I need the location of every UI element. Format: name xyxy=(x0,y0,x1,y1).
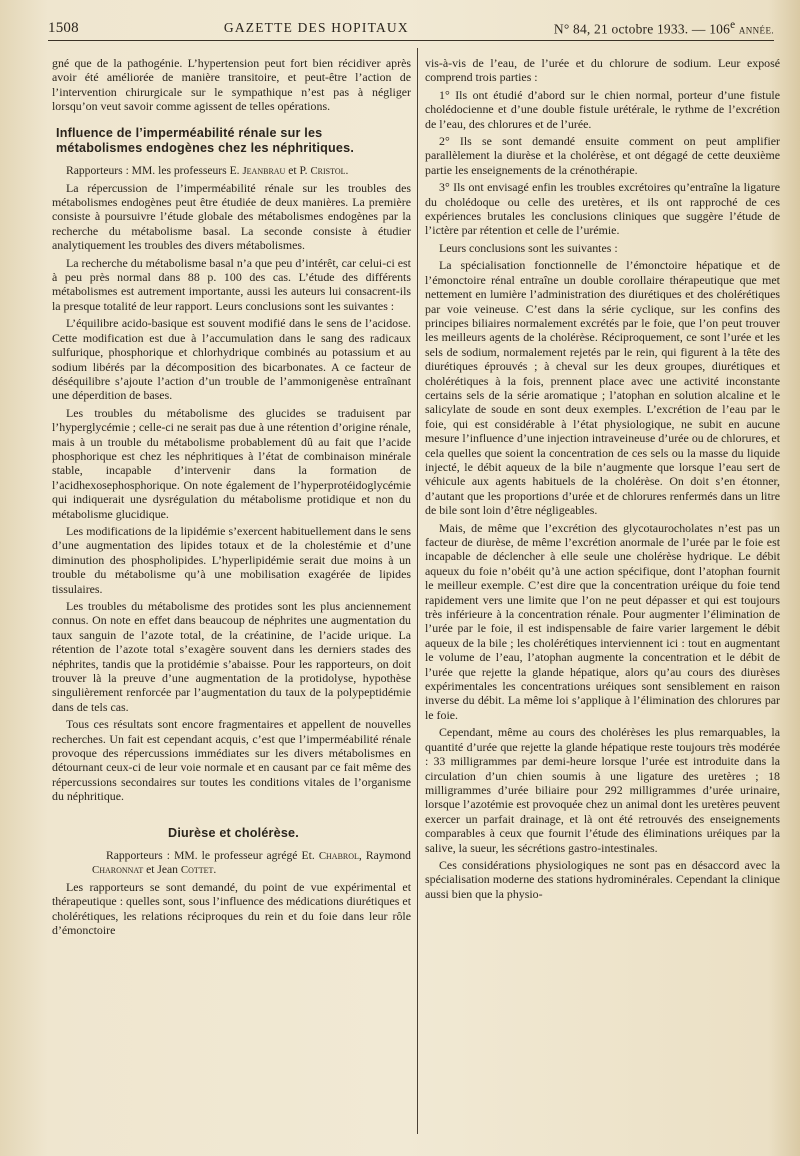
section-title-impermeabilite: Influence de l’imperméabilité rénale sur les métabolismes endogènes chez les néphritiques. xyxy=(56,125,355,155)
right-column xyxy=(425,56,780,904)
rapporteurs-section-2: Rapporteurs : MM. le professeur agrégé Et. Chabrol, Raymond Charonnat et Jean Cottet. xyxy=(92,848,411,876)
paragraph: Ces considérations physiologiques ne sont pas en désaccord avec la spécialisation moderne des stations hydrominérales. Cependant la clinique aussi bien que la physio- xyxy=(425,857,780,901)
paragraph: La spécialisation fonctionnelle de l’émonctoire hépatique et de l’émonctoire rénal entraîne un double corollaire thérapeutique que met nettement en lumière l’administration des diurétiques et des cholérétiques par voie veineuse. C’est dans la série cyclique, sur les confins des principes biliaires normalement excrétés par le foie, que l’on peut trouver les meilleurs agents de la cholérèse. Réciproquement, ce sont l’urée et les sels de sodium, normalement rejetés par le rein, qui figurent à la tête des diurétiques éprouvés ; à cheval sur les deux groupes, diurétiques et cholérétiques à la fois, prennent place avec une activité inconstante certains sels de la série aromatique ; l’atophan en solution alcaline et le salicylate de soude en sont deux exemples. L’excrétion de l’eau par le foie, qui est considérable à l’état physiologique, ne subit en aucune mesure l’influence d’une injection intraveineuse d’urée ou de chlorures, et cela quelles que soient la concentration de ces sels ou la masse du liquide injecté, le débit aqueux de la bile n’augmente que lorsque l’eau sert de véhicule aux agents habituels de la cholérèse. On doit s’en étonner, d’autant que les proportions d’urée et de chlorures renfermés dans un litre de bile sont loin d’être négligeables. xyxy=(425,258,780,518)
paragraph: 3° Ils ont envisagé enfin les troubles excrétoires qu’entraîne la ligature du cholédoque ou celle des uretères, et ils ont rapproché de ces expériences brutales les conclusions cliniques que suggère l’étude de l’ictère par rétention et celle de l’urémie. xyxy=(425,180,780,238)
paragraph: gné que de la pathogénie. L’hypertension peut fort bien récidiver après avoir été améliorée de manière transitoire, et peut-être l’action de l’intervention chirurgicale sur le sympathique n’est pas à négliger lorsqu’on veut savoir comme agissent de telles opérations. xyxy=(52,56,411,114)
paragraph: 2° Ils se sont demandé ensuite comment on peut amplifier parallèlement la diurèse et la cholérèse, et ont dégagé de cette deuxième partie les enseignements de la crénothérapie. xyxy=(425,134,780,177)
page-header xyxy=(48,16,774,41)
paragraph: vis-à-vis de l’eau, de l’urée et du chlorure de sodium. Leur exposé comprend trois parties : xyxy=(425,56,780,85)
paragraph: Les troubles du métabolisme des glucides se traduisent par l’hyperglycémie ; celle-ci ne serait pas due à une rétention d’origine rénale, mais à un trouble du métabolisme probablement dû au fait que l’acide phosphorique est chez les néphritiques à l’état de combinaison minérale stable, incapable d’intervenir dans la formation de l’acidhexosephosphorique. On note également de l’hyperprotéidoglycémie qui indiquerait une dysrégulation du métabolisme protidique et non du métabolisme glucidique. xyxy=(52,405,411,521)
paragraph: 1° Ils ont étudié d’abord sur le chien normal, porteur d’une fistule cholédocienne et d’une double fistule urétérale, le rythme de l’excrétion de l’eau, des chlorures et de l’urée. xyxy=(425,87,780,131)
paragraph: Mais, de même que l’excrétion des glycotaurocholates n’est pas un facteur de diurèse, de même l’excrétion anormale de l’urée par le foie est incapable de déclencher à elle seule une cholérèse hydrique. Le débit aqueux du foie n’obéit qu’à une action spécifique, dont l’atophan fournit le meilleur exemple. C’est dire que la concentration uréique du foie tend rapidement vers une limite que l’on ne peut dépasser et qui est toujours très inférieure à la concentration rénale. Pour augmenter l’élimination de l’urée par le foie, il est indispensable de faire varier largement le débit aqueux de la bile ; les cholérétiques interviennent ici : tout en augmentant le volume de l’eau, l’atophan augmente la concentration et le débit de l’urée que rejette la glande hépatique, alors qu’au cours des diurèses expérimentales les concentrations uréiques sont sensiblement en raison inverse du débit. La même loi s’applique à l’élimination des chlorures par le foie. xyxy=(425,520,780,722)
paragraph: Cependant, même au cours des cholérèses les plus remarquables, la quantité d’urée que rejette la glande hépatique reste toujours très modérée : 33 milligrammes par demi-heure lorsque l’urée est introduite dans la circulation d’un chien soumis à une ligature des uretères ; 18 milligrammes d’urée biliaire pour 292 milligrammes d’urée urinaire, lorsque l’azotémie est provoquée chez un animal dont les uretères peuvent exercer un parfait drainage, et là ont été retrouvés des enseignements comparables à ceux que fournit l’étude des éliminations uréiques par la salive, la sueur, les sécrétions gastro-intestinales. xyxy=(425,725,780,855)
left-column xyxy=(52,56,411,940)
paragraph: Les troubles du métabolisme des protides sont les plus anciennement connus. On note en effet dans beaucoup de néphrites une augmentation du taux sanguin de l’azote total, de la créatinine, de l’acide urique. La rétention de l’azote total s’exagère souvent dans les derniers stades des néphrites, tandis que la protidémie s’abaisse. Pour les rapporteurs, on doit trouver là la preuve d’une augmentation de la protidolyse, hypothèse singulièrement renforcée par l’augmentation du taux de la polypeptidémie dans de tels cas. xyxy=(52,599,411,714)
rapporteurs-section-1: Rapporteurs : MM. les professeurs E. Jeanbrau et P. Cristol. xyxy=(66,163,349,177)
paragraph: Les modifications de la lipidémie s’exercent habituellement dans le sens d’une augmentation des lipides totaux et de la cholestémie et d’une diminution des phospholipides. L’hyperlipidémie serait due moins à un trouble du métabolisme qu’à une mobilisation exagérée de lipides tissulaires. xyxy=(52,523,411,596)
page-number: 1508 xyxy=(48,19,79,36)
journal-title: GAZETTE DES HOPITAUX xyxy=(223,20,409,35)
paragraph: L’équilibre acido-basique est souvent modifié dans le sens de l’acidose. Cette modification est due à l’accumulation dans le sang des radicaux sulfurique, phosphorique et chlorhydrique combinés au potassium et au sodium libérés par la décomposition des bicarbonates. A ce facteur de déséquilibre s’ajoute l’action d’un trouble de l’ammonigenèse entraînant une déperdition de bases. xyxy=(52,316,411,403)
paragraph: Tous ces résultats sont encore fragmentaires et appellent de nouvelles recherches. Un fait est cependant acquis, c’est que l’imperméabilité rénale provoque des répercussions immédiates sur les divers métabolismes en détournant ceux-ci de leur voie normale et en causant par ce fait même des répercussions secondaires sur toutes les conditions vitales de l’organisme du néphritique. xyxy=(52,717,411,804)
column-divider xyxy=(417,48,418,1134)
paragraph: Les rapporteurs se sont demandé, du point de vue expérimental et thérapeutique : quelles sont, sous l’influence des médications diurétiques et cholérétiques, les relations réciproques du rein et du foie dans leur rôle d’émonctoire xyxy=(52,879,411,937)
paragraph: La recherche du métabolisme basal n’a que peu d’intérêt, car celui-ci est à peu près normal dans 88 p. 100 des cas. L’étude des différents métabolismes est autrement importante, aussi les auteurs lui consacrent-ils la presque totalité de leur rapport. Leurs conclusions sont les suivantes : xyxy=(52,255,411,313)
issue-info: N° 84, 21 octobre 1933. — 106e ANNÉE. xyxy=(553,18,774,37)
paragraph: Leurs conclusions sont les suivantes : xyxy=(439,240,618,255)
section-title-diurese: Diurèse et cholérèse. xyxy=(168,825,299,840)
paragraph: La répercussion de l’imperméabilité rénale sur les troubles des métabolismes endogènes peut être étudiée de deux manières. La première consiste à poursuivre l’étude globale des métabolismes endogènes par la recherche du métabolisme basal. La seconde consiste à étudier analytiquement les troubles des divers métabolismes. xyxy=(52,180,411,253)
